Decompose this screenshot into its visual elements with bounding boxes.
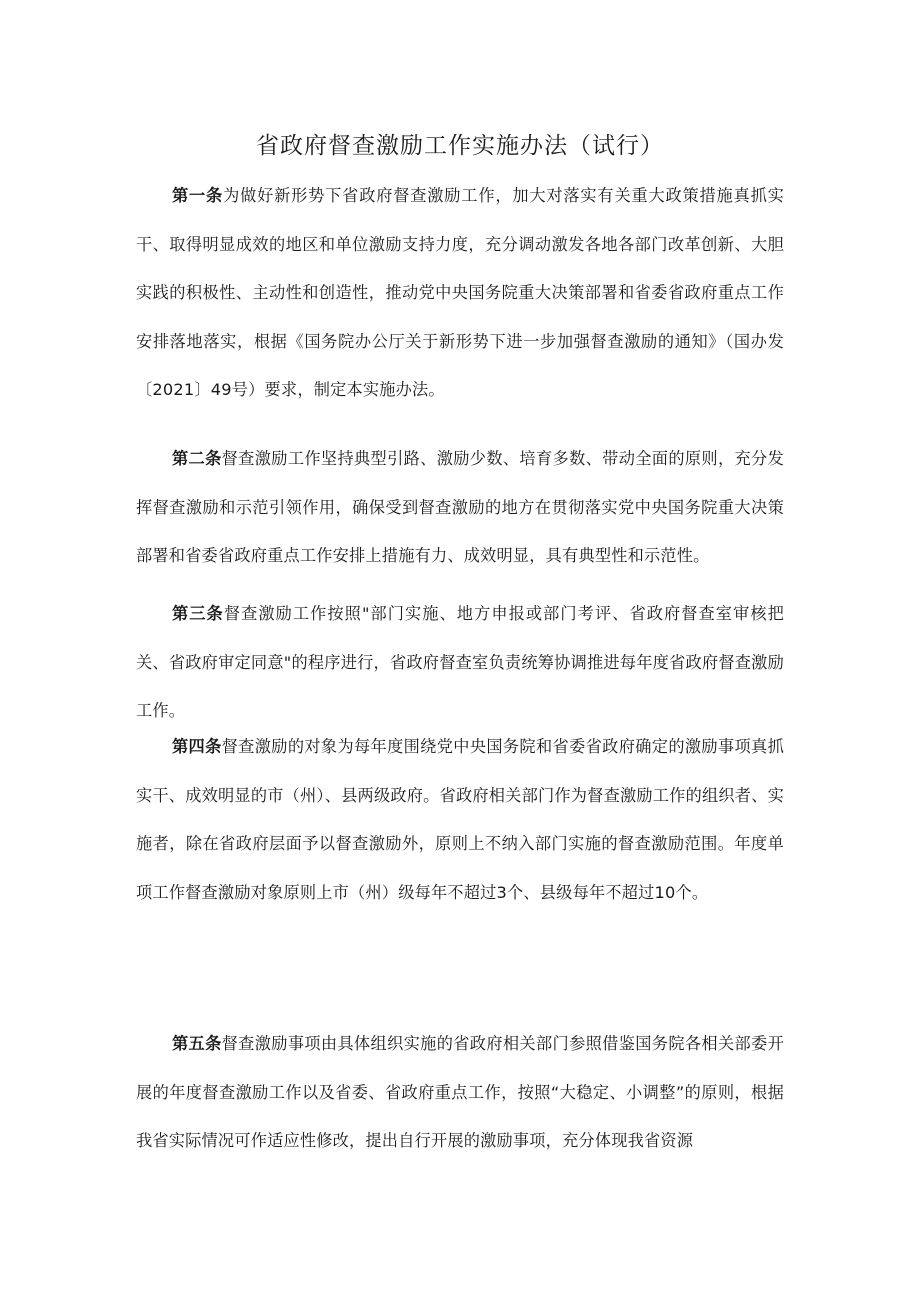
article-3-label: 第三条 [172, 604, 224, 623]
article-2-label: 第二条 [172, 449, 222, 468]
article-2-text: 督查激励工作坚持典型引路、激励少数、培育多数、带动全面的原则，充分发挥督查激励和示范引领作用，确保受到督查激励的地方在贯彻落实党中央国务院重大决策部署和省委省政府重点工作安排上措施有力、成效明显，具有典型性和示范性。 [136, 449, 784, 565]
article-4 [136, 723, 784, 917]
article-3-text: 督查激励工作按照"部门实施、地方申报或部门考评、省政府督查室审核把关、省政府审定同意"的程序进行，省政府督查室负责统筹协调推进每年度省政府督查激励工作。 [136, 604, 784, 720]
article-4-label: 第四条 [172, 737, 222, 756]
article-5-text: 督查激励事项由具体组织实施的省政府相关部门参照借鉴国务院各相关部委开展的年度督查激励工作以及省委、省政府重点工作，按照“大稳定、小调整”的原则，根据我省实际情况可作适应性修改，提出自行开展的激励事项，充分体现我省资源 [136, 1034, 784, 1150]
article-3 [136, 590, 784, 736]
article-2 [136, 435, 784, 581]
article-4-text: 督查激励的对象为每年度围绕党中央国务院和省委省政府确定的激励事项真抓实干、成效明显的市（州）、县两级政府。省政府相关部门作为督查激励工作的组织者、实施者，除在省政府层面予以督查激励外，原则上不纳入部门实施的督查激励范围。年度单项工作督查激励对象原则上市（州）级每年不超过3个、县级每年不超过10个。 [136, 737, 784, 902]
article-1 [136, 172, 784, 415]
article-5 [136, 1020, 784, 1166]
article-1-label: 第一条 [172, 186, 224, 205]
document-title: 省政府督查激励工作实施办法（试行） [256, 133, 664, 159]
article-5-label: 第五条 [172, 1034, 222, 1053]
article-1-text: 为做好新形势下省政府督查激励工作，加大对落实有关重大政策措施真抓实干、取得明显成效的地区和单位激励支持力度，充分调动激发各地各部门改革创新、大胆实践的积极性、主动性和创造性，推动党中央国务院重大决策部署和省委省政府重点工作安排落地落实，根据《国务院办公厅关于新形势下进一步加强督查激励的通知》（国办发〔2021〕49号）要求，制定本实施办法。 [136, 186, 784, 399]
